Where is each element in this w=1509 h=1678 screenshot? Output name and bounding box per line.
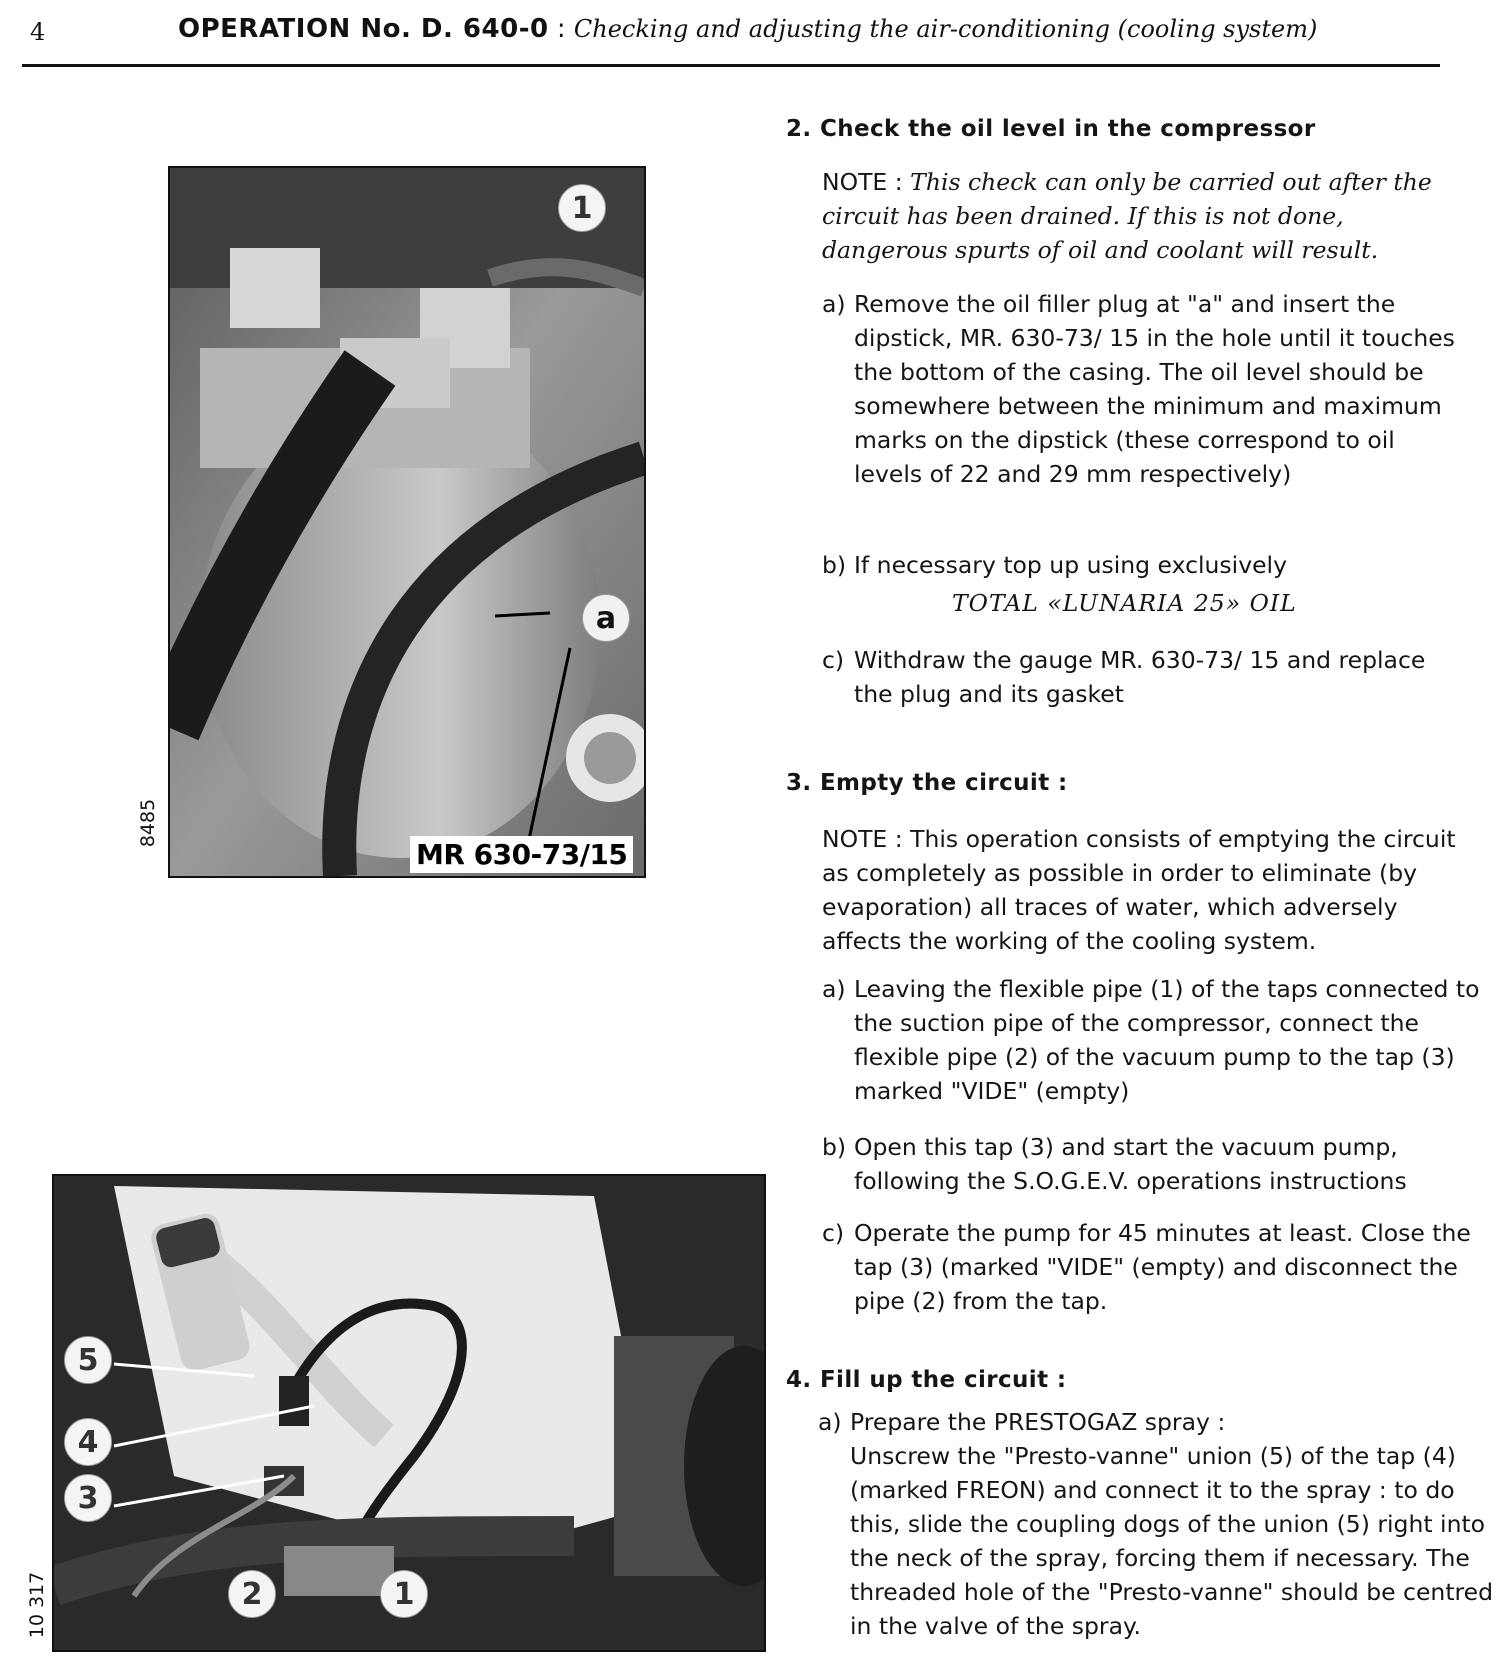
section2-item-c bbox=[822, 643, 1462, 711]
section3-item-b-text: Open this tap (3) and start the vacuum pump, following the S.O.G.E.V. operations instructions bbox=[854, 1133, 1407, 1195]
section2-item-a bbox=[822, 287, 1462, 491]
section2-note-text: This check can only be carried out after the circuit has been drained. If this is not done, dangerous spurts of oil and coolant will result. bbox=[822, 168, 1432, 264]
section2-item-a-label: a) bbox=[822, 290, 846, 318]
page-header bbox=[0, 0, 1509, 80]
section2-heading: 2. Check the oil level in the compressor bbox=[786, 116, 1316, 142]
section4-item-a bbox=[818, 1405, 1498, 1643]
section3-item-a bbox=[822, 972, 1482, 1108]
page-number: 4 bbox=[30, 18, 46, 46]
section4-item-a-text: Unscrew the "Presto-vanne" union (5) of the tap (4) (marked FREON) and connect it to the spray : to do this, slide the coupling dogs of the union (5) right into the neck of the spray, forcing them if necessary. The threaded hole of the "Presto-vanne" should be centred in the valve of the spray. bbox=[850, 1442, 1494, 1640]
operation-number: OPERATION No. D. 640-0 bbox=[178, 14, 549, 44]
section3-item-b-label: b) bbox=[822, 1133, 847, 1161]
section2-note-label: NOTE : bbox=[822, 168, 911, 196]
section3-item-a-label: a) bbox=[822, 975, 846, 1003]
section4-item-a-label: a) bbox=[818, 1408, 842, 1436]
callout-2: 2 bbox=[228, 1570, 276, 1618]
figure-number-top: 8485 bbox=[137, 798, 160, 848]
section2-note bbox=[822, 165, 1442, 267]
section2-item-b-text: If necessary top up using exclusively bbox=[854, 551, 1287, 579]
header-title bbox=[178, 14, 1317, 44]
spray-taps-photo bbox=[52, 1174, 766, 1652]
section3-item-c bbox=[822, 1216, 1482, 1318]
callout-1: 1 bbox=[558, 184, 606, 232]
callout-a: a bbox=[582, 594, 630, 642]
section4-heading: 4. Fill up the circuit : bbox=[786, 1367, 1067, 1393]
section2-item-c-label: c) bbox=[822, 646, 845, 674]
figure-number-bottom: 10 317 bbox=[26, 1571, 49, 1639]
section4-item-a-line1: Prepare the PRESTOGAZ spray : bbox=[850, 1408, 1226, 1436]
callout-5: 5 bbox=[64, 1336, 112, 1384]
section2-item-c-text: Withdraw the gauge MR. 630-73/ 15 and replace the plug and its gasket bbox=[854, 646, 1426, 708]
header-rule bbox=[22, 64, 1440, 67]
section2-oil-product: TOTAL «LUNARIA 25» OIL bbox=[952, 589, 1297, 617]
section2-item-a-text: Remove the oil filler plug at "a" and insert the dipstick, MR. 630-73/ 15 in the hole until it touches the bottom of the casing. The oil level should be somewhere between the minimum and maximum marks on the dipstick (these correspond to oil levels of 22 and 29 mm respectively) bbox=[854, 290, 1455, 488]
section3-item-c-label: c) bbox=[822, 1219, 845, 1247]
section3-item-c-text: Operate the pump for 45 minutes at least. Close the tap (3) (marked "VIDE" (empty) and disconnect the pipe (2) from the tap. bbox=[854, 1219, 1471, 1315]
operation-subtitle: Checking and adjusting the air-conditioning (cooling system) bbox=[573, 15, 1318, 43]
section3-note: NOTE : This operation consists of emptying the circuit as completely as possible in order to eliminate (by evaporation) all traces of water, which adversely affects the working of the cooling system. bbox=[822, 825, 1456, 955]
compressor-photo bbox=[168, 166, 646, 878]
section3-item-b bbox=[822, 1130, 1472, 1198]
callout-3: 3 bbox=[64, 1474, 112, 1522]
callout-1-bottom: 1 bbox=[380, 1570, 428, 1618]
header-separator: : bbox=[548, 14, 574, 44]
callout-4: 4 bbox=[64, 1418, 112, 1466]
section2-item-b bbox=[822, 548, 1462, 620]
section3-heading: 3. Empty the circuit : bbox=[786, 770, 1068, 796]
section2-item-b-label: b) bbox=[822, 551, 847, 579]
section3-item-a-text: Leaving the flexible pipe (1) of the taps connected to the suction pipe of the compressor, connect the flexible pipe (2) of the vacuum pump to the tap (3) marked "VIDE" (empty) bbox=[854, 975, 1480, 1105]
dipstick-reference-tag: MR 630-73/15 bbox=[410, 836, 633, 873]
compressor-photo-illustration bbox=[170, 168, 644, 876]
